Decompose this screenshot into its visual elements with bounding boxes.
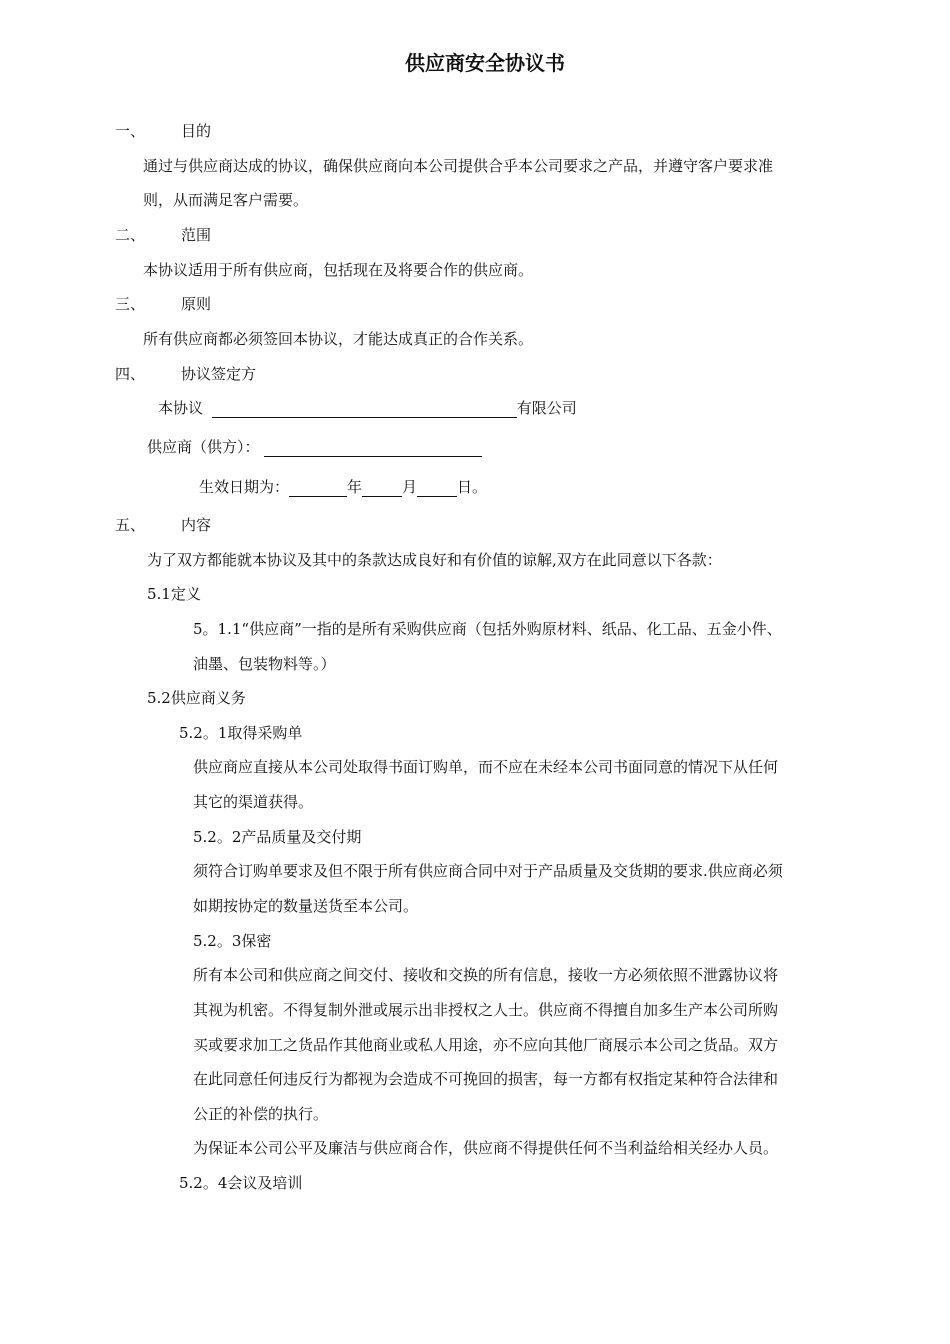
clause-5-2-3-text-line-5: 公正的补偿的执行。 <box>193 1105 329 1123</box>
section-3-text: 所有供应商都必须签回本协议，才能达成真正的合作关系。 <box>143 330 534 348</box>
section-3-heading: 原则 <box>181 295 212 313</box>
supplier-line <box>147 437 482 457</box>
month-label: 月 <box>402 478 418 496</box>
section-2-text: 本协议适用于所有供应商，包括现在及将要合作的供应商。 <box>143 261 534 279</box>
subsection-5-1-heading: 5.1定义 <box>147 585 201 603</box>
section-1-number: 一、 <box>115 122 146 140</box>
clause-5-2-2-text-line-1: 须符合订购单要求及但不限于所有供应商合同中对于产品质量及交货期的要求.供应商必须 <box>193 862 783 880</box>
clause-5-2-3-text-line-3: 买或要求加工之货品作其他商业或私人用途，亦不应向其他厂商展示本公司之货品。双方 <box>193 1036 779 1054</box>
subsection-5-1-text-line-2: 油墨、包装物料等。） <box>193 655 336 673</box>
clause-5-2-3-text-line-1: 所有本公司和供应商之间交付、接收和交换的所有信息，接收一方必须依照不泄露协议将 <box>193 966 779 984</box>
clause-5-2-1-text-line-2: 其它的渠道获得。 <box>193 793 314 811</box>
clause-5-2-4-heading: 5.2。4会议及培训 <box>179 1174 303 1192</box>
section-4-heading: 协议签定方 <box>181 365 257 383</box>
clause-5-2-3-heading: 5.2。3保密 <box>193 932 272 950</box>
section-1-heading: 目的 <box>181 122 212 140</box>
supplier-name-blank[interactable] <box>264 438 482 457</box>
supplier-label: 供应商（供方）： <box>147 438 260 456</box>
day-label: 日。 <box>457 478 488 496</box>
clause-5-2-1-text-line-1: 供应商应直接从本公司处取得书面订购单，而不应在未经本公司书面同意的情况下从任何 <box>193 758 779 776</box>
clause-5-2-3-text-line-6: 为保证本公司公平及廉洁与供应商合作，供应商不得提供任何不当利益给相关经办人员。 <box>193 1139 779 1157</box>
section-2-heading: 范围 <box>181 226 212 244</box>
clause-5-2-3-text-line-4: 在此同意任何违反行为都视为会造成不可挽回的损害，每一方都有权指定某种符合法律和 <box>193 1070 779 1088</box>
party-prefix: 本协议 <box>158 399 204 417</box>
clause-5-2-2-text-line-2: 如期按协定的数量送货至本公司。 <box>193 897 419 915</box>
clause-5-2-1-heading: 5.2。1取得采购单 <box>179 724 303 742</box>
month-blank[interactable] <box>362 478 402 497</box>
clause-5-2-3-text-line-2: 其视为机密。不得复制外泄或展示出非授权之人士。供应商不得擅自加多生产本公司所购 <box>193 1001 779 1019</box>
subsection-5-1-text-line-1: 5。1.1“供应商”一指的是所有采购供应商（包括外购原材料、纸品、化工品、五金小件、 <box>193 620 782 638</box>
day-blank[interactable] <box>417 478 457 497</box>
section-5-heading: 内容 <box>181 516 212 534</box>
section-2-number: 二、 <box>115 226 146 244</box>
section-1-text-line-2: 则，从而满足客户需要。 <box>143 191 309 209</box>
subsection-5-2-heading: 5.2供应商义务 <box>147 689 246 707</box>
section-4-number: 四、 <box>115 365 146 383</box>
section-5-intro: 为了双方都能就本协议及其中的条款达成良好和有价值的谅解,双方在此同意以下各款： <box>147 551 722 569</box>
company-name-blank[interactable] <box>212 399 517 418</box>
section-1-text-line-1: 通过与供应商达成的协议，确保供应商向本公司提供合乎本公司要求之产品，并遵守客户要求准 <box>143 157 774 175</box>
year-label: 年 <box>347 478 363 496</box>
year-blank[interactable] <box>289 478 347 497</box>
effective-date-line <box>199 477 487 497</box>
party-suffix: 有限公司 <box>516 399 577 417</box>
section-5-number: 五、 <box>115 516 146 534</box>
clause-5-2-2-heading: 5.2。2产品质量及交付期 <box>193 828 362 846</box>
party-line <box>158 398 577 418</box>
date-prefix: 生效日期为： <box>199 478 290 496</box>
section-3-number: 三、 <box>115 295 146 313</box>
document-title: 供应商安全协议书 <box>405 51 565 75</box>
